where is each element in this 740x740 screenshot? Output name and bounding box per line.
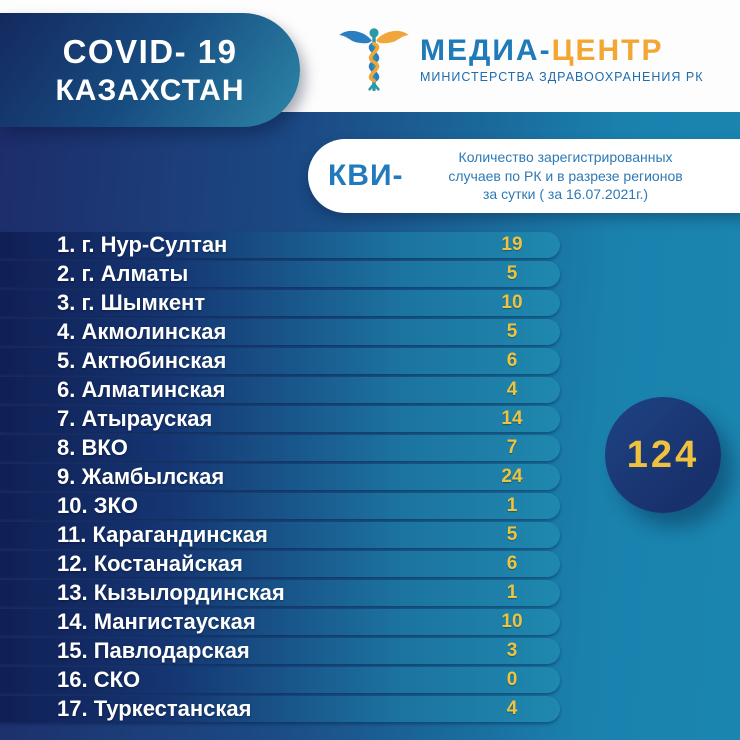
region-value: 10 (501, 292, 523, 313)
region-row (0, 696, 560, 722)
region-label: 6. Алматинская (57, 377, 226, 402)
region-row (0, 290, 560, 316)
region-label: 8. ВКО (57, 435, 128, 460)
region-label: 16. СКО (57, 667, 141, 692)
region-label: 7. Атырауская (57, 406, 213, 431)
region-value: 4 (506, 379, 518, 400)
region-row (0, 406, 560, 432)
region-label: 2. г. Алматы (57, 261, 189, 286)
region-row (0, 493, 560, 519)
brand-title-blue: МЕДИА- (420, 34, 552, 67)
region-value: 7 (506, 437, 518, 458)
region-value: 1 (506, 495, 518, 516)
region-label: 10. ЗКО (57, 493, 139, 518)
kvi-description-line3: за сутки ( за 16.07.2021г.) (483, 186, 649, 203)
covid-title-line1: COVID- 19 (62, 32, 238, 70)
total-cases-circle (605, 397, 721, 513)
covid-title-line2: КАЗАХСТАН (55, 73, 245, 107)
region-value: 19 (501, 234, 523, 255)
kvi-header-pill (308, 139, 740, 213)
region-label: 1. г. Нур-Султан (57, 232, 228, 257)
region-label: 12. Костанайская (57, 551, 243, 576)
region-label: 5. Актюбинская (57, 348, 227, 373)
region-label: 11. Карагандинская (57, 522, 268, 547)
kvi-label: КВИ- (328, 159, 404, 192)
region-row (0, 261, 560, 287)
region-value: 5 (506, 524, 518, 545)
kvi-description (416, 148, 716, 204)
media-center-logo (336, 22, 704, 98)
region-value: 4 (506, 698, 518, 719)
region-value: 24 (501, 466, 523, 487)
region-row (0, 232, 560, 258)
region-row (0, 377, 560, 403)
region-value: 5 (506, 263, 518, 284)
region-value: 5 (506, 321, 518, 342)
region-row (0, 667, 560, 693)
brand-title (420, 36, 704, 66)
region-label: 15. Павлодарская (57, 638, 250, 663)
covid-title-badge (0, 13, 300, 127)
kvi-description-line1: Количество зарегистрированных (458, 149, 673, 166)
region-row (0, 551, 560, 577)
region-row (0, 609, 560, 635)
region-value: 1 (506, 582, 518, 603)
region-label: 17. Туркестанская (57, 696, 252, 721)
region-value: 6 (506, 350, 518, 371)
region-row (0, 580, 560, 606)
brand-subtitle: МИНИСТЕРСТВА ЗДРАВООХРАНЕНИЯ РК (420, 70, 704, 84)
total-cases-value: 124 (626, 433, 700, 476)
region-row (0, 638, 560, 664)
region-value: 14 (501, 408, 523, 429)
region-value: 10 (501, 611, 523, 632)
logo-text-block (420, 36, 704, 84)
region-value: 3 (506, 640, 518, 661)
region-row (0, 522, 560, 548)
region-row (0, 435, 560, 461)
region-list (0, 232, 560, 722)
region-label: 9. Жамбылская (57, 464, 225, 489)
region-label: 3. г. Шымкент (57, 290, 206, 315)
brand-title-orange: ЦЕНТР (551, 34, 664, 67)
region-row (0, 464, 560, 490)
caduceus-icon (336, 22, 412, 98)
region-label: 14. Мангистауская (57, 609, 256, 634)
kvi-description-line2: случаев по РК и в разрезе регионов (448, 167, 683, 184)
region-row (0, 348, 560, 374)
region-value: 6 (506, 553, 518, 574)
region-label: 4. Акмолинская (57, 319, 227, 344)
region-label: 13. Кызылординская (57, 580, 285, 605)
region-value: 0 (506, 669, 518, 690)
region-row (0, 319, 560, 345)
